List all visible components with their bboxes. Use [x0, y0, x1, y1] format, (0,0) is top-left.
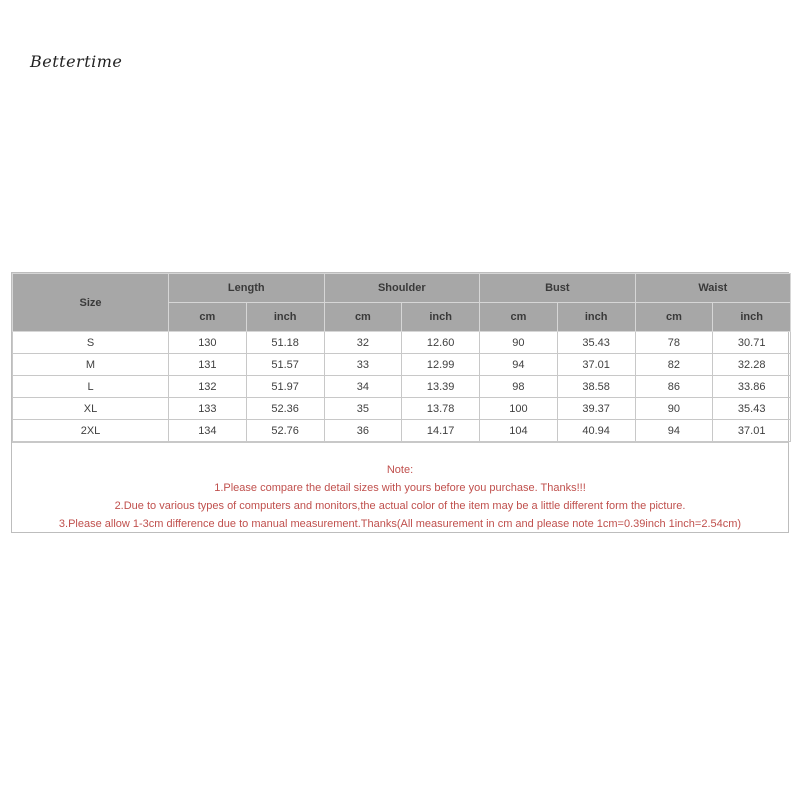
table-cell: 13.39 — [402, 376, 480, 398]
table-cell: 98 — [480, 376, 558, 398]
size-cell: L — [13, 376, 169, 398]
table-row — [13, 354, 791, 376]
table-cell: 13.78 — [402, 398, 480, 420]
table-cell: 94 — [635, 420, 713, 442]
table-cell: 104 — [480, 420, 558, 442]
note-line: 3.Please allow 1-3cm difference due to manual measurement.Thanks(All measurement in cm and please note 1cm=0.39inch 1inch=2.54cm) — [58, 518, 742, 530]
note-title: Note: — [386, 464, 414, 476]
table-cell: 82 — [635, 354, 713, 376]
bust-header: Bust — [480, 274, 636, 303]
table-row — [13, 376, 791, 398]
unit-header: cm — [480, 303, 558, 332]
table-cell: 94 — [480, 354, 558, 376]
table-cell: 37.01 — [557, 354, 635, 376]
table-cell: 33 — [324, 354, 402, 376]
unit-header: cm — [324, 303, 402, 332]
table-cell: 133 — [169, 398, 247, 420]
unit-header: inch — [402, 303, 480, 332]
table-cell: 32 — [324, 332, 402, 354]
table-row — [13, 420, 791, 442]
table-cell: 12.99 — [402, 354, 480, 376]
table-cell: 131 — [169, 354, 247, 376]
unit-header: inch — [557, 303, 635, 332]
unit-header: cm — [635, 303, 713, 332]
unit-header: inch — [713, 303, 791, 332]
note-section — [12, 442, 788, 533]
table-cell: 32.28 — [713, 354, 791, 376]
table-cell: 86 — [635, 376, 713, 398]
size-cell: XL — [13, 398, 169, 420]
size-table — [12, 273, 791, 442]
table-cell: 30.71 — [713, 332, 791, 354]
group-header-row — [13, 274, 791, 303]
table-cell: 35.43 — [713, 398, 791, 420]
size-chart — [11, 272, 789, 533]
note-line: 1.Please compare the detail sizes with yours before you purchase. Thanks!!! — [214, 482, 586, 494]
table-cell: 90 — [480, 332, 558, 354]
table-cell: 90 — [635, 398, 713, 420]
shoulder-header: Shoulder — [324, 274, 480, 303]
table-cell: 36 — [324, 420, 402, 442]
table-cell: 14.17 — [402, 420, 480, 442]
unit-header: inch — [246, 303, 324, 332]
table-cell: 37.01 — [713, 420, 791, 442]
table-cell: 33.86 — [713, 376, 791, 398]
table-row — [13, 332, 791, 354]
table-cell: 134 — [169, 420, 247, 442]
table-cell: 34 — [324, 376, 402, 398]
table-cell: 35.43 — [557, 332, 635, 354]
table-cell: 51.97 — [246, 376, 324, 398]
table-cell: 35 — [324, 398, 402, 420]
table-row — [13, 398, 791, 420]
table-cell: 40.94 — [557, 420, 635, 442]
table-cell: 130 — [169, 332, 247, 354]
length-header: Length — [169, 274, 325, 303]
size-column-header: Size — [13, 274, 169, 332]
table-cell: 39.37 — [557, 398, 635, 420]
table-cell: 132 — [169, 376, 247, 398]
table-cell: 100 — [480, 398, 558, 420]
table-cell: 78 — [635, 332, 713, 354]
size-cell: 2XL — [13, 420, 169, 442]
note-line: 2.Due to various types of computers and monitors,the actual color of the item may be a little different form the picture. — [114, 500, 686, 512]
unit-header: cm — [169, 303, 247, 332]
table-cell: 38.58 — [557, 376, 635, 398]
waist-header: Waist — [635, 274, 791, 303]
table-cell: 51.57 — [246, 354, 324, 376]
table-cell: 52.76 — [246, 420, 324, 442]
size-cell: S — [13, 332, 169, 354]
table-cell: 12.60 — [402, 332, 480, 354]
size-cell: M — [13, 354, 169, 376]
brand-logo-text: Bettertime — [30, 52, 123, 71]
table-cell: 51.18 — [246, 332, 324, 354]
table-cell: 52.36 — [246, 398, 324, 420]
